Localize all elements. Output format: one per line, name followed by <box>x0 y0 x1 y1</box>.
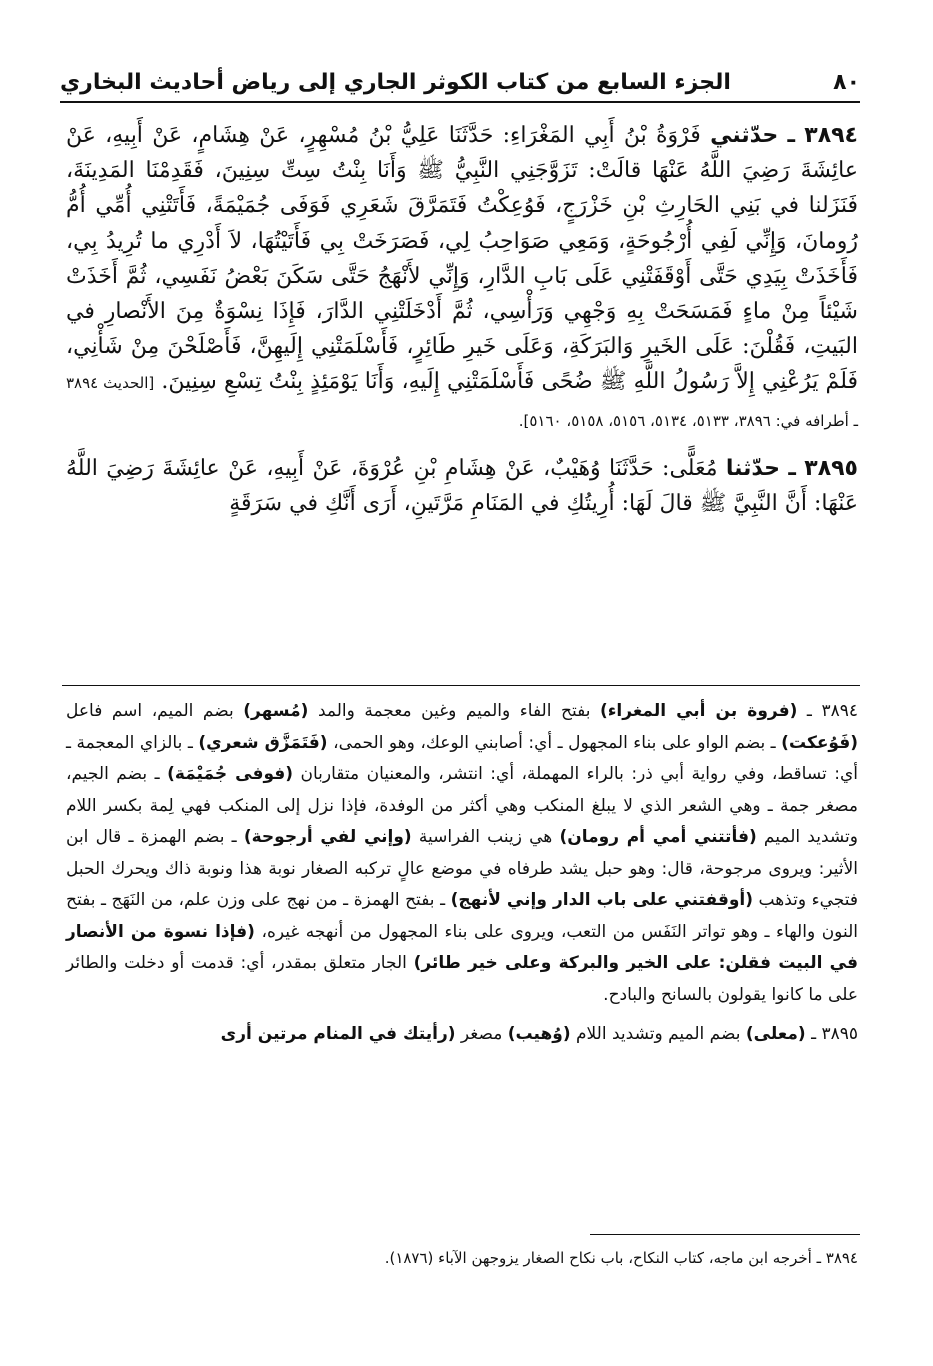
commentary-lemma: (وإني لفي أرجوحة) <box>243 827 412 847</box>
commentary-block <box>66 696 858 1051</box>
commentary-lemma: (فَوُعكت) <box>781 732 858 753</box>
header-title: الجزء السابع من كتاب الكوثر الجاري إلى رياض أحاديث البخاري <box>60 70 731 95</box>
commentary-text: ـ بضم الواو على بناء المجهول ـ أي: أصابني الوعك، وهو الحمى، <box>327 732 782 753</box>
hadith-body: مُعَلًّى: حَدَّثَنَا وُهَيْبٌ، عَنْ هِشَامِ بْنِ عُرْوَةَ، عَنْ أَبِيهِ، عَنْ عائِشَةَ رَضِيَ اللَّهُ عَنْهَا: أَنَّ النَّبِيَّ ﷺ قالَ لَهَا: أُرِيتُكِ في المَنَامِ مَرَّتَينِ، أَرَى أَنَّكِ في سَرَقَةٍ <box>66 455 858 517</box>
commentary-text: ـ بضم الهمزة ـ قال ابن الأثير: ويروى مرجوحة، قال: وهو حبل يشد طرفاه في موضع عالٍ تركبه الصغار نوبة هذا ونوبة ذاك ويحرك الحبل فتجيء وتذهب <box>66 827 858 910</box>
commentary-text: الجار متعلق بمقدر، أي: قدمت أو دخلت والطائر على ما كانوا يقولون بالسانح والبادح. <box>66 953 858 1005</box>
hadith-separator: ـ <box>788 455 796 481</box>
commentary-text: هي زينب الفراسية <box>411 827 560 847</box>
commentary-text: ـ بالزاي المعجمة ـ أي: تساقط، وفي رواية أبي ذر: بالراء المهملة، أي: انتشر، والمعنيان متقاربان <box>66 732 858 784</box>
commentary-text: ٣٨٩٤ ـ <box>797 701 858 721</box>
commentary-lemma: (فروة بن أبي المغراء) <box>599 701 798 721</box>
header-rule <box>60 101 860 103</box>
section-divider <box>62 685 860 686</box>
commentary-text: بضم الميم وتشديد اللام <box>570 1024 746 1044</box>
commentary-text: مصغر <box>455 1024 508 1044</box>
hadith-cross-reference: [الحديث ٣٨٩٤ ـ أطرافه في: ٣٨٩٦، ٥١٣٣، ٥١٣٤، ٥١٥٦، ٥١٥٨، ٥١٦٠]. <box>66 374 858 430</box>
hadith-3894 <box>66 118 858 439</box>
commentary-text: ٣٨٩٥ ـ <box>805 1024 858 1044</box>
commentary-text: ـ بضم الجيم، مصغر جمة ـ وهي الشعر الذي لا يبلغ المنكب وهي أكثر من الوفدة، فإذا نزل إلى المنكب فهي لِمة بكسر اللام وتشديد الميم <box>66 764 858 847</box>
hadith-number: ٣٨٩٥ <box>804 455 858 481</box>
hadith-text-block <box>66 118 858 521</box>
commentary-text: بفتح الفاء والميم وغين معجمة والمد <box>308 701 600 721</box>
hadith-separator: ـ <box>787 123 795 148</box>
footnote: ٣٨٩٤ ـ أخرجه ابن ماجه، كتاب النكاح، باب نكاح الصغار يزوجهن الآباء (١٨٧٦). <box>384 1249 858 1267</box>
footnote-rule <box>590 1234 860 1235</box>
commentary-lemma: (أوقفتني على باب الدار وإني لأنهج) <box>450 890 753 910</box>
hadith-3895 <box>66 451 858 521</box>
commentary-lemma: (فإذا نسوة من الأنصار في البيت فقلن: على الخير والبركة وعلى خير طائر) <box>66 921 858 973</box>
commentary-lemma: (فأتتني أمي أم رومان) <box>559 827 757 847</box>
commentary-3895 <box>66 1019 858 1051</box>
running-header <box>60 58 860 98</box>
commentary-lemma: (مُسهر) <box>243 701 309 721</box>
commentary-3894 <box>66 696 858 1011</box>
hadith-body: فَرْوَةُ بْنُ أَبِي المَغْرَاءِ: حَدَّثَنَا عَلِيُّ بْنُ مُسْهِرٍ، عَنْ هِشَامٍ، عَنْ أَبِيهِ، عَنْ عائِشَةَ رَضِيَ اللَّهُ عَنْهَا قالَتْ: تَزَوَّجَنِي النَّبِيُّ ﷺ وَأَنَا بِنْتُ سِتِّ سِنِينَ، فَقَدِمْنَا المَدِينَةَ، فَنَزَلنا في بَنِي الحَارِثِ بْنِ خَزْرَجٍ، فَوُعِكْتُ فَتَمَرَّقَ شَعَرِي فَوَفَى جُمَيْمَةً، فَأَتَتْنِي أُمِّي أُمُّ رُومانَ، وَإِنِّي لَفِي أُرْجُوحَةٍ، وَمَعِي صَوَاحِبُ لِي، فَصَرَخَتْ بِي فَأَتَيْتُهَا، لاَ أَدْرِي ما تُرِيدُ بِي، فَأَخَذَتْ بِيَدِي حَتَّى أَوْقَفَتْنِي عَلَى بَابِ الدَّارِ، وَإِنِّي لأَنْهَجُ حَتَّى سَكَنَ بَعْضُ نَفَسِي، ثُمَّ أَخَذَتْ شَيْئاً مِنْ ماءٍ فَمَسَحَتْ بِهِ وَجْهِي وَرَأْسِي، ثُمَّ أَدْخَلَتْنِي الدَّارَ، فَإِذَا نِسْوَةٌ مِنَ الأَنْصارِ في البَيتِ، فَقُلْنَ: عَلَى الخَيرِ وَالبَرَكَةِ، وَعَلَى خَيرِ طَائِرٍ، فَأَسْلَمَتْنِي إِلَيهِنَّ، فَأَصْلَحْنَ مِنْ شَأْنِي، فَلَمْ يَرُعْنِي إِلاَّ رَسُولُ اللَّهِ ﷺ ضُحًى فَأَسْلَمَتْنِي إِلَيهِ، وَأَنَا يَوْمَئِذٍ بِنْتُ تِسْعِ سِنِينَ. <box>66 123 858 395</box>
hadith-narration-label: حدّثني <box>710 123 779 148</box>
commentary-text: ـ بفتح الهمزة ـ من نهج على وزن علم، من النَهَج ـ بفتح النون والهاء ـ وهو تواتر النَفَس من التعب، ويروى على بناء المجهول من أنهجه غيره، <box>66 890 858 942</box>
commentary-lemma: (فَتَمَزَّق شعري) <box>198 732 328 753</box>
commentary-lemma: (رأيتك في المنام مرتين أرى <box>220 1024 456 1044</box>
commentary-lemma: (وُهيب) <box>507 1024 571 1044</box>
commentary-lemma: (معلى) <box>745 1024 806 1044</box>
commentary-text: بضم الميم، اسم فاعل <box>66 701 244 721</box>
hadith-number: ٣٨٩٤ <box>804 123 858 148</box>
page-number: ٨٠ <box>833 70 860 95</box>
commentary-lemma: (فوفى جُمَيْمَة) <box>167 764 294 784</box>
hadith-narration-label: حدّثنا <box>725 455 780 481</box>
